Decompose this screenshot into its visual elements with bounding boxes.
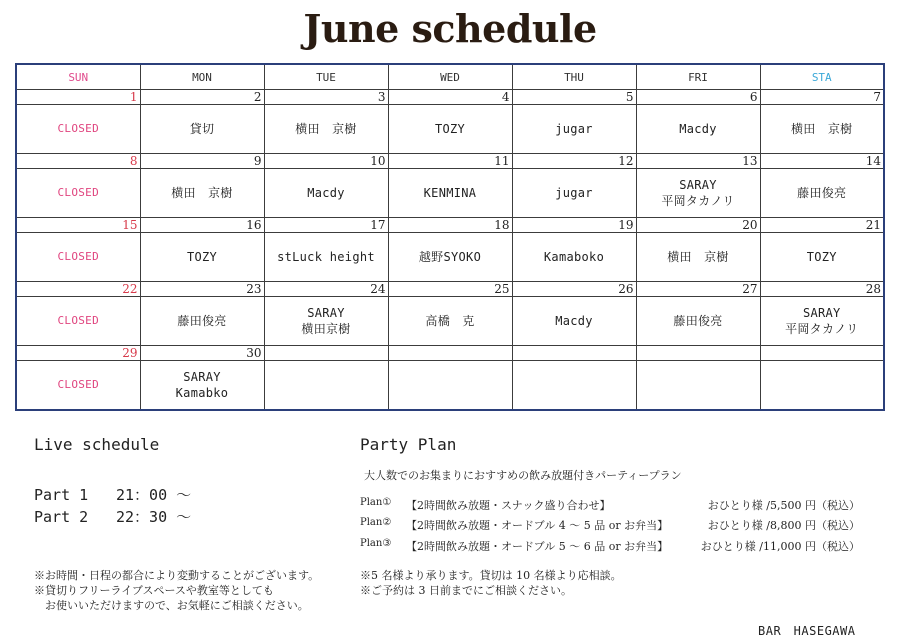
performer-name: TOZY xyxy=(186,250,218,264)
performer-name: CLOSED xyxy=(57,314,100,327)
performer-name: CLOSED xyxy=(57,378,100,391)
event-cell xyxy=(264,297,388,346)
performer-name: SARAY xyxy=(802,306,841,320)
performer-name: 藤田俊亮 xyxy=(177,314,227,328)
plan-label: Plan① xyxy=(360,497,392,508)
performer-name: 平岡タカノリ xyxy=(785,322,859,336)
plan-row-2 xyxy=(360,517,860,533)
date-number: 14 xyxy=(760,154,884,169)
date-number: 12 xyxy=(512,154,636,169)
event-cell xyxy=(512,361,636,411)
plan-row-3 xyxy=(360,538,860,554)
date-number: 6 xyxy=(636,90,760,105)
performer-name: TOZY xyxy=(434,122,466,136)
date-number: 16 xyxy=(140,218,264,233)
performer-name: 藤田俊亮 xyxy=(673,314,723,328)
date-number: 10 xyxy=(264,154,388,169)
performer-name: 貸切 xyxy=(189,122,215,136)
performer-name: 高橋 克 xyxy=(425,314,475,328)
date-number: 15 xyxy=(16,218,140,233)
date-number: 17 xyxy=(264,218,388,233)
live-note-line: ※お時間・日程の都合により変動することがございます。 xyxy=(34,569,320,582)
event-cell xyxy=(140,105,264,154)
calendar-table xyxy=(15,63,885,411)
weekday-thu: THU xyxy=(512,64,636,90)
event-cell xyxy=(636,361,760,411)
event-cell xyxy=(388,233,512,282)
event-row xyxy=(16,105,884,154)
date-number: 13 xyxy=(636,154,760,169)
date-row xyxy=(16,218,884,233)
date-number: 5 xyxy=(512,90,636,105)
performer-name: 横田 京樹 xyxy=(667,250,729,264)
bar-name-footer: BAR HASEGAWA xyxy=(758,624,856,638)
date-number: 28 xyxy=(760,282,884,297)
date-number xyxy=(264,346,388,361)
page-title: June schedule xyxy=(303,6,597,51)
date-number: 24 xyxy=(264,282,388,297)
event-cell xyxy=(760,169,884,218)
date-number: 4 xyxy=(388,90,512,105)
date-number: 20 xyxy=(636,218,760,233)
date-number: 7 xyxy=(760,90,884,105)
event-cell xyxy=(388,297,512,346)
event-row xyxy=(16,361,884,411)
closed-label xyxy=(16,361,140,411)
closed-label xyxy=(16,169,140,218)
closed-label xyxy=(16,105,140,154)
event-cell xyxy=(388,361,512,411)
performer-name: SARAY xyxy=(679,178,717,192)
event-cell xyxy=(760,361,884,411)
date-number: 30 xyxy=(140,346,264,361)
performer-name: Macdy xyxy=(679,122,717,136)
performer-name: stLuck height xyxy=(277,250,375,264)
weekday-wed: WED xyxy=(388,64,512,90)
date-row xyxy=(16,90,884,105)
event-cell xyxy=(512,105,636,154)
performer-name: KENMINA xyxy=(423,186,477,200)
performer-name: 横田 京樹 xyxy=(790,122,853,136)
event-cell xyxy=(636,297,760,346)
plan-label: Plan② xyxy=(360,517,392,528)
date-number: 21 xyxy=(760,218,884,233)
date-number: 22 xyxy=(16,282,140,297)
performer-name: Kamabko xyxy=(175,386,229,400)
party-notes xyxy=(360,568,622,598)
performer-name: CLOSED xyxy=(57,186,100,199)
event-cell xyxy=(264,105,388,154)
event-cell xyxy=(264,361,388,411)
weekday-fri: FRI xyxy=(636,64,760,90)
performer-name: Macdy xyxy=(555,314,593,328)
performer-name: CLOSED xyxy=(57,250,100,263)
performer-name: Macdy xyxy=(307,186,345,200)
weekday-header-row xyxy=(16,64,884,90)
closed-label xyxy=(16,297,140,346)
event-cell xyxy=(760,105,884,154)
event-cell xyxy=(512,233,636,282)
performer-name: SARAY xyxy=(183,370,221,384)
plan-row-1 xyxy=(360,497,860,513)
performer-name: 横田 京樹 xyxy=(295,122,357,136)
date-number xyxy=(512,346,636,361)
closed-label xyxy=(16,233,140,282)
weekday-sat: STA xyxy=(760,64,884,90)
event-row xyxy=(16,233,884,282)
date-row xyxy=(16,282,884,297)
live-schedule-title: Live schedule xyxy=(34,435,160,454)
performer-name: jugar xyxy=(555,122,593,136)
event-cell xyxy=(140,297,264,346)
event-cell xyxy=(388,169,512,218)
date-number: 11 xyxy=(388,154,512,169)
performer-name: Kamaboko xyxy=(543,250,605,264)
performer-name: SARAY xyxy=(307,306,345,320)
performer-name: CLOSED xyxy=(57,122,100,135)
performer-name: 横田 京樹 xyxy=(171,186,233,200)
event-row xyxy=(16,297,884,346)
date-number: 1 xyxy=(16,90,140,105)
date-number: 19 xyxy=(512,218,636,233)
event-cell xyxy=(760,233,884,282)
live-notes xyxy=(34,568,319,613)
live-part-1 xyxy=(34,484,191,505)
date-number: 18 xyxy=(388,218,512,233)
event-row xyxy=(16,169,884,218)
date-number: 23 xyxy=(140,282,264,297)
plan-price: おひとり様 /5,500 円（税込） xyxy=(707,499,860,512)
plan-price: おひとり様 /8,800 円（税込） xyxy=(707,519,860,532)
event-cell xyxy=(140,361,264,411)
event-cell xyxy=(140,233,264,282)
date-number: 9 xyxy=(140,154,264,169)
event-cell xyxy=(512,169,636,218)
date-number: 8 xyxy=(16,154,140,169)
date-number xyxy=(760,346,884,361)
date-number xyxy=(636,346,760,361)
performer-name: 藤田俊亮 xyxy=(797,186,847,200)
date-number xyxy=(388,346,512,361)
live-part-time: 22：30 ～ xyxy=(116,508,192,526)
date-number: 29 xyxy=(16,346,140,361)
live-note-line: ※貸切りフリーライブスペースや教室等としても xyxy=(34,584,274,597)
date-number: 26 xyxy=(512,282,636,297)
party-plan-title: Party Plan xyxy=(360,435,457,454)
party-note-line: ※ご予約は 3 日前までにご相談ください。 xyxy=(360,584,572,597)
performer-name: 横田京樹 xyxy=(301,322,351,336)
weekday-tue: TUE xyxy=(264,64,388,90)
event-cell xyxy=(388,105,512,154)
date-number: 2 xyxy=(140,90,264,105)
performer-name: 越野SYOKO xyxy=(418,250,482,264)
date-number: 25 xyxy=(388,282,512,297)
event-cell xyxy=(636,233,760,282)
plan-label: Plan③ xyxy=(360,538,392,549)
plan-description: 【2時間飲み放題・オードブル 5 ～ 6 品 or お弁当】 xyxy=(406,540,669,553)
event-cell xyxy=(636,169,760,218)
plan-description: 【2時間飲み放題・スナック盛り合わせ】 xyxy=(406,499,611,512)
party-note-line: ※5 名様より承ります。貸切は 10 名様より応相談。 xyxy=(360,569,622,582)
date-number: 3 xyxy=(264,90,388,105)
party-plan-subtitle: 大人数でのお集まりにおすすめの飲み放題付きパーティープラン xyxy=(364,469,682,482)
weekday-sun: SUN xyxy=(16,64,140,90)
plan-price: おひとり様 /11,000 円（税込） xyxy=(700,540,860,553)
event-cell xyxy=(760,297,884,346)
event-cell xyxy=(512,297,636,346)
event-cell xyxy=(140,169,264,218)
weekday-mon: MON xyxy=(140,64,264,90)
date-row xyxy=(16,346,884,361)
live-note-line: お使いいただけますので、お気軽にご相談ください。 xyxy=(34,599,309,612)
live-part-label: Part 1 xyxy=(34,486,89,504)
live-part-label: Part 2 xyxy=(34,508,89,526)
live-part-2 xyxy=(34,506,191,527)
date-row xyxy=(16,154,884,169)
event-cell xyxy=(636,105,760,154)
event-cell xyxy=(264,169,388,218)
live-part-time: 21：00 ～ xyxy=(116,486,192,504)
performer-name: jugar xyxy=(555,186,593,200)
performer-name: TOZY xyxy=(806,250,837,264)
event-cell xyxy=(264,233,388,282)
date-number: 27 xyxy=(636,282,760,297)
performer-name: 平岡タカノリ xyxy=(661,194,735,208)
plan-description: 【2時間飲み放題・オードブル 4 ～ 5 品 or お弁当】 xyxy=(406,519,669,532)
